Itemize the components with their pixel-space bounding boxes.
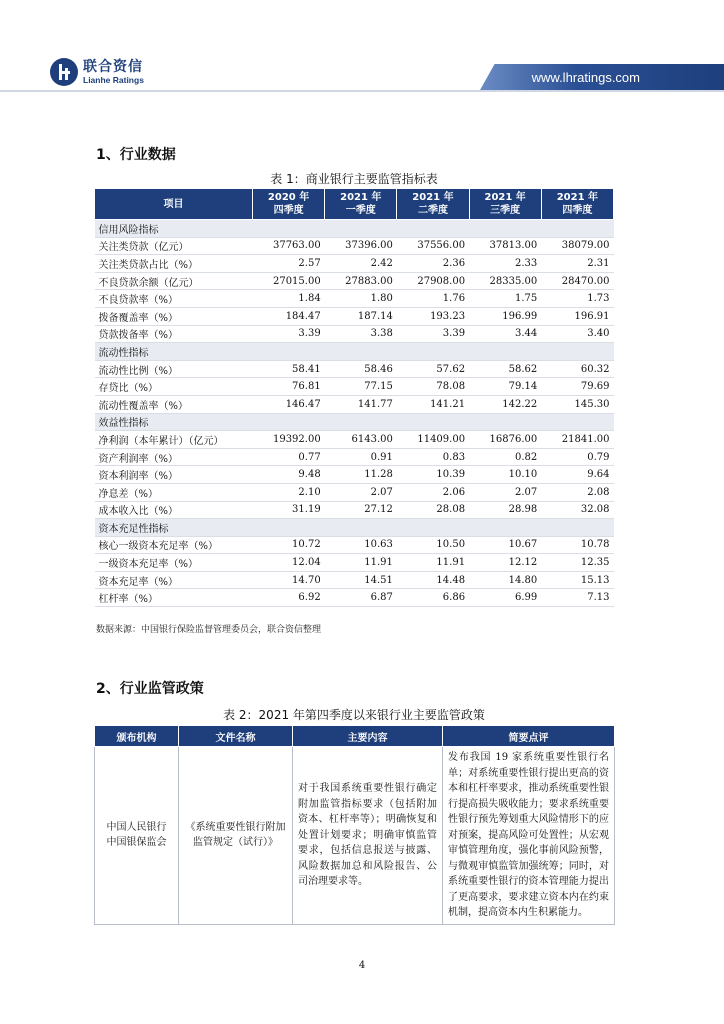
table-row [95,360,614,378]
value-cell: 37813.00 [469,237,541,255]
header-col: 2020 年 四季度 [253,189,325,220]
value-cell: 28.08 [397,501,469,519]
value-cell: 196.91 [541,307,613,325]
table-row [95,536,614,554]
value-cell: 187.14 [325,307,397,325]
value-cell: 16876.00 [469,431,541,449]
table-row [95,272,614,290]
policy-table [94,725,615,925]
value-cell: 37763.00 [253,237,325,255]
value-cell: 58.41 [253,360,325,378]
value-cell: 12.35 [541,554,613,572]
value-cell: 146.47 [253,395,325,413]
header-divider [0,90,724,92]
section-title-regulatory-policy: 2、行业监管政策 [96,681,204,697]
value-cell: 10.63 [325,536,397,554]
row-label: 核心一级资本充足率（%） [95,536,253,554]
value-cell: 31.19 [253,501,325,519]
document-name-cell: 《系统重要性银行附加监管规定（试行）》 [179,747,293,925]
value-cell: 2.42 [325,255,397,273]
row-label: 一级资本充足率（%） [95,554,253,572]
table-header-row [95,726,615,747]
category-row [95,220,614,238]
value-cell: 3.40 [541,325,613,343]
value-cell: 57.62 [397,360,469,378]
value-cell: 2.10 [253,483,325,501]
value-cell: 7.13 [541,589,613,607]
value-cell: 184.47 [253,307,325,325]
category-label: 资本充足性指标 [95,519,614,537]
row-label: 净息差（%） [95,483,253,501]
value-cell: 9.48 [253,466,325,484]
value-cell: 37396.00 [325,237,397,255]
value-cell: 0.83 [397,448,469,466]
row-label: 拨备覆盖率（%） [95,307,253,325]
header-col: 2021 年 二季度 [397,189,469,220]
header-col: 2021 年 四季度 [541,189,613,220]
row-label: 流动性比例（%） [95,360,253,378]
value-cell: 1.75 [469,290,541,308]
row-label: 贷款拨备率（%） [95,325,253,343]
lianhe-logo-icon [50,58,78,86]
table-row [95,448,614,466]
row-label: 净利润（本年累计）（亿元） [95,431,253,449]
value-cell: 2.36 [397,255,469,273]
agency-pboc: 中国人民银行 [106,821,167,833]
table-row [95,431,614,449]
value-cell: 145.30 [541,395,613,413]
value-cell: 10.39 [397,466,469,484]
row-label: 存贷比（%） [95,378,253,396]
row-label: 不良贷款余额（亿元） [95,272,253,290]
value-cell: 77.15 [325,378,397,396]
table-row [95,589,614,607]
value-cell: 38079.00 [541,237,613,255]
agency-cell [95,747,179,925]
row-label: 不良贷款率（%） [95,290,253,308]
value-cell: 10.10 [469,466,541,484]
category-row [95,413,614,431]
table-row [95,290,614,308]
value-cell: 141.77 [325,395,397,413]
value-cell: 2.33 [469,255,541,273]
value-cell: 79.69 [541,378,613,396]
value-cell: 19392.00 [253,431,325,449]
table-row [95,237,614,255]
value-cell: 6.87 [325,589,397,607]
value-cell: 58.62 [469,360,541,378]
value-cell: 37556.00 [397,237,469,255]
table-row [95,395,614,413]
value-cell: 11.28 [325,466,397,484]
value-cell: 27883.00 [325,272,397,290]
value-cell: 11.91 [325,554,397,572]
header-item: 项目 [95,189,253,220]
table-row [95,571,614,589]
row-label: 关注类贷款占比（%） [95,255,253,273]
value-cell: 11.91 [397,554,469,572]
value-cell: 27015.00 [253,272,325,290]
table-row [95,307,614,325]
value-cell: 2.31 [541,255,613,273]
table-row [95,483,614,501]
website-url: www.lhratings.com [531,70,640,85]
logo-chinese-name: 联合资信 [83,58,143,75]
value-cell: 32.08 [541,501,613,519]
table-row [95,501,614,519]
row-label: 关注类贷款（亿元） [95,237,253,255]
value-cell: 10.72 [253,536,325,554]
row-label: 资产利润率（%） [95,448,253,466]
table2-caption: 表 2：2021 年第四季度以来银行业主要监管政策 [223,708,485,722]
value-cell: 27.12 [325,501,397,519]
value-cell: 14.70 [253,571,325,589]
header-comment: 简要点评 [443,726,615,747]
value-cell: 2.57 [253,255,325,273]
header-document: 文件名称 [179,726,293,747]
value-cell: 6.92 [253,589,325,607]
table-row [95,554,614,572]
value-cell: 6.86 [397,589,469,607]
value-cell: 14.80 [469,571,541,589]
value-cell: 10.67 [469,536,541,554]
section-title-industry-data: 1、行业数据 [96,147,176,163]
table-row [95,747,615,925]
value-cell: 193.23 [397,307,469,325]
table-row [95,255,614,273]
value-cell: 28.98 [469,501,541,519]
value-cell: 9.64 [541,466,613,484]
value-cell: 2.08 [541,483,613,501]
table-row [95,466,614,484]
page-number: 4 [358,960,366,971]
row-label: 流动性覆盖率（%） [95,395,253,413]
row-label: 资本利润率（%） [95,466,253,484]
header-agency: 颁布机构 [95,726,179,747]
value-cell: 2.06 [397,483,469,501]
value-cell: 3.44 [469,325,541,343]
regulatory-indicators-table [94,188,614,607]
value-cell: 3.38 [325,325,397,343]
value-cell: 1.76 [397,290,469,308]
value-cell: 10.78 [541,536,613,554]
row-label: 成本收入比（%） [95,501,253,519]
value-cell: 15.13 [541,571,613,589]
value-cell: 3.39 [397,325,469,343]
category-row [95,519,614,537]
value-cell: 11409.00 [397,431,469,449]
value-cell: 142.22 [469,395,541,413]
value-cell: 0.91 [325,448,397,466]
main-content-cell: 对于我国系统重要性银行确定附加监管指标要求（包括附加资本、杠杆率等）；明确恢复和处置计划要求；明确审慎监管要求，包括信息报送与披露、风险数据加总和风险报告、公司治理要求等。 [293,747,443,925]
value-cell: 58.46 [325,360,397,378]
value-cell: 2.07 [469,483,541,501]
category-row [95,343,614,361]
value-cell: 28470.00 [541,272,613,290]
value-cell: 1.80 [325,290,397,308]
logo-english-name: Lianhe Ratings [83,74,144,85]
agency-cbirc: 中国银保监会 [106,837,167,849]
value-cell: 2.07 [325,483,397,501]
value-cell: 0.82 [469,448,541,466]
value-cell: 14.48 [397,571,469,589]
value-cell: 79.14 [469,378,541,396]
value-cell: 3.39 [253,325,325,343]
value-cell: 196.99 [469,307,541,325]
row-label: 杠杆率（%） [95,589,253,607]
value-cell: 12.12 [469,554,541,572]
row-label: 资本充足率（%） [95,571,253,589]
value-cell: 1.84 [253,290,325,308]
data-source-note: 数据来源：中国银行保险监督管理委员会，联合资信整理 [96,625,322,635]
value-cell: 6.99 [469,589,541,607]
header-col: 2021 年 一季度 [325,189,397,220]
value-cell: 0.79 [541,448,613,466]
value-cell: 12.04 [253,554,325,572]
header-col: 2021 年 三季度 [469,189,541,220]
table1-caption: 表 1：商业银行主要监管指标表 [270,172,438,186]
value-cell: 6143.00 [325,431,397,449]
value-cell: 1.73 [541,290,613,308]
value-cell: 76.81 [253,378,325,396]
company-logo [50,58,144,86]
category-label: 效益性指标 [95,413,614,431]
comment-cell: 发布我国 19 家系统重要性银行名单；对系统重要性银行提出更高的资本和杠杆率要求，推动系统重要性银行提高损失吸收能力；要求系统重要性银行预先筹划重大风险情形下的应对预案，提高风险可处置性；从宏观审慎管理角度，强化事前风险预警，与微观审慎监管加强统筹；同时，对系统重要性银行的资本管理能力提出了更高要求，要求建立资本内在约束机制，提高资本内生积累能力。 [443,747,615,925]
table-row [95,378,614,396]
value-cell: 78.08 [397,378,469,396]
header-content: 主要内容 [293,726,443,747]
value-cell: 10.50 [397,536,469,554]
value-cell: 14.51 [325,571,397,589]
table-header-row [95,189,614,220]
value-cell: 60.32 [541,360,613,378]
value-cell: 21841.00 [541,431,613,449]
value-cell: 0.77 [253,448,325,466]
value-cell: 141.21 [397,395,469,413]
category-label: 流动性指标 [95,343,614,361]
table-row [95,325,614,343]
value-cell: 27908.00 [397,272,469,290]
category-label: 信用风险指标 [95,220,614,238]
value-cell: 28335.00 [469,272,541,290]
